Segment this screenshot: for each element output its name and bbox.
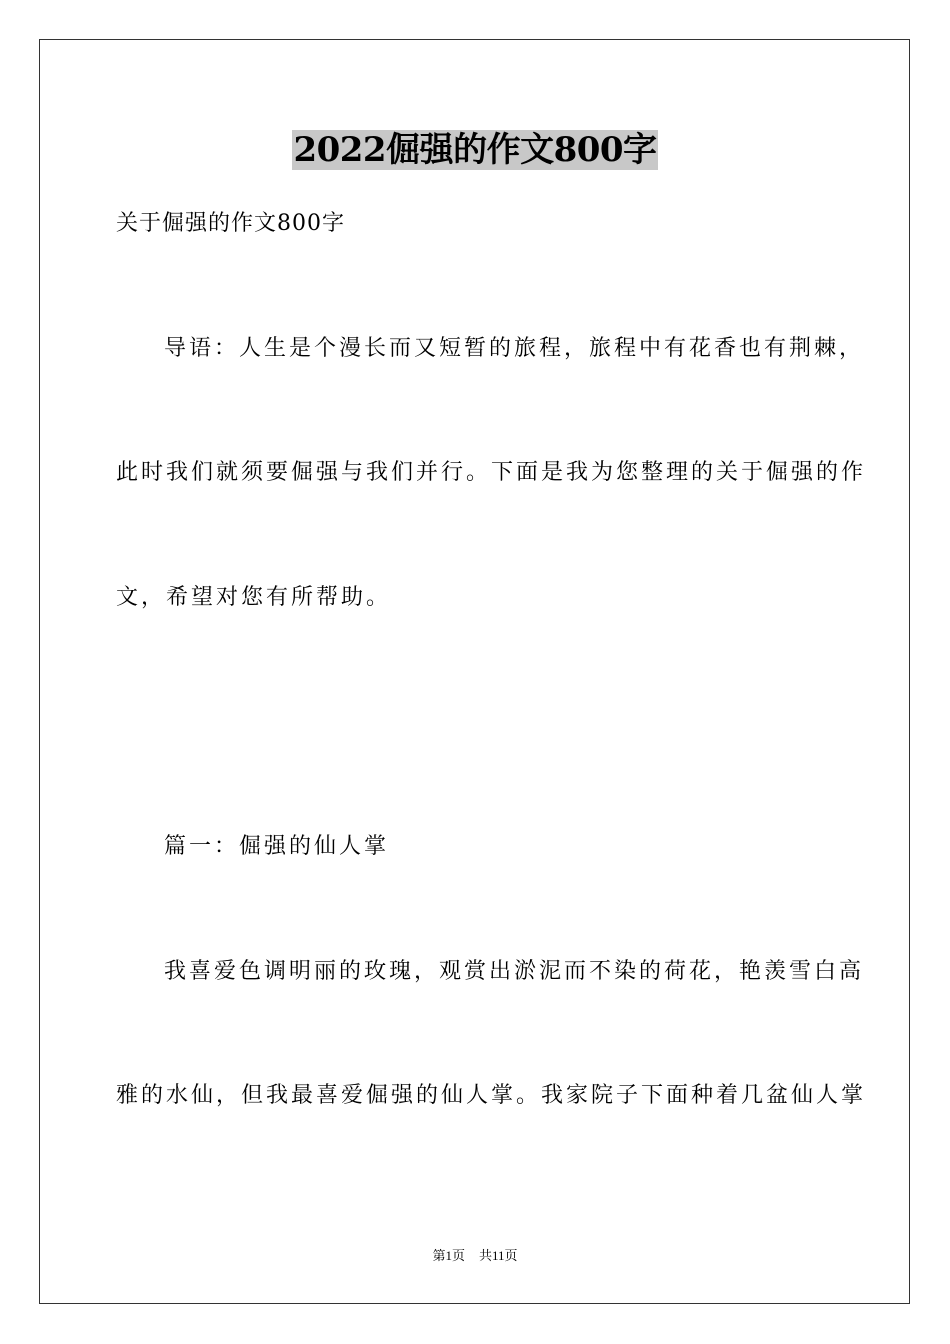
section-heading: 篇一：倔强的仙人掌: [164, 834, 390, 859]
document-title-text: 2022倔强的作文800字: [293, 130, 657, 170]
page-number-current: 第1页: [432, 1248, 465, 1263]
document-title: [0, 128, 950, 172]
document-subtitle: 关于倔强的作文800字: [116, 211, 345, 236]
intro-line-3: 文，希望对您有所帮助。: [116, 585, 392, 610]
intro-line-1: 导语：人生是个漫长而又短暂的旅程，旅程中有花香也有荆棘，: [164, 336, 865, 361]
body-line-1: 我喜爱色调明丽的玫瑰，观赏出淤泥而不染的荷花，艳羡雪白高: [164, 959, 865, 984]
page-footer: [0, 1247, 950, 1265]
page-number-total: 共11页: [478, 1248, 518, 1263]
intro-line-2: 此时我们就须要倔强与我们并行。下面是我为您整理的关于倔强的作: [116, 460, 867, 485]
body-line-2: 雅的水仙，但我最喜爱倔强的仙人掌。我家院子下面种着几盆仙人掌: [116, 1083, 867, 1108]
